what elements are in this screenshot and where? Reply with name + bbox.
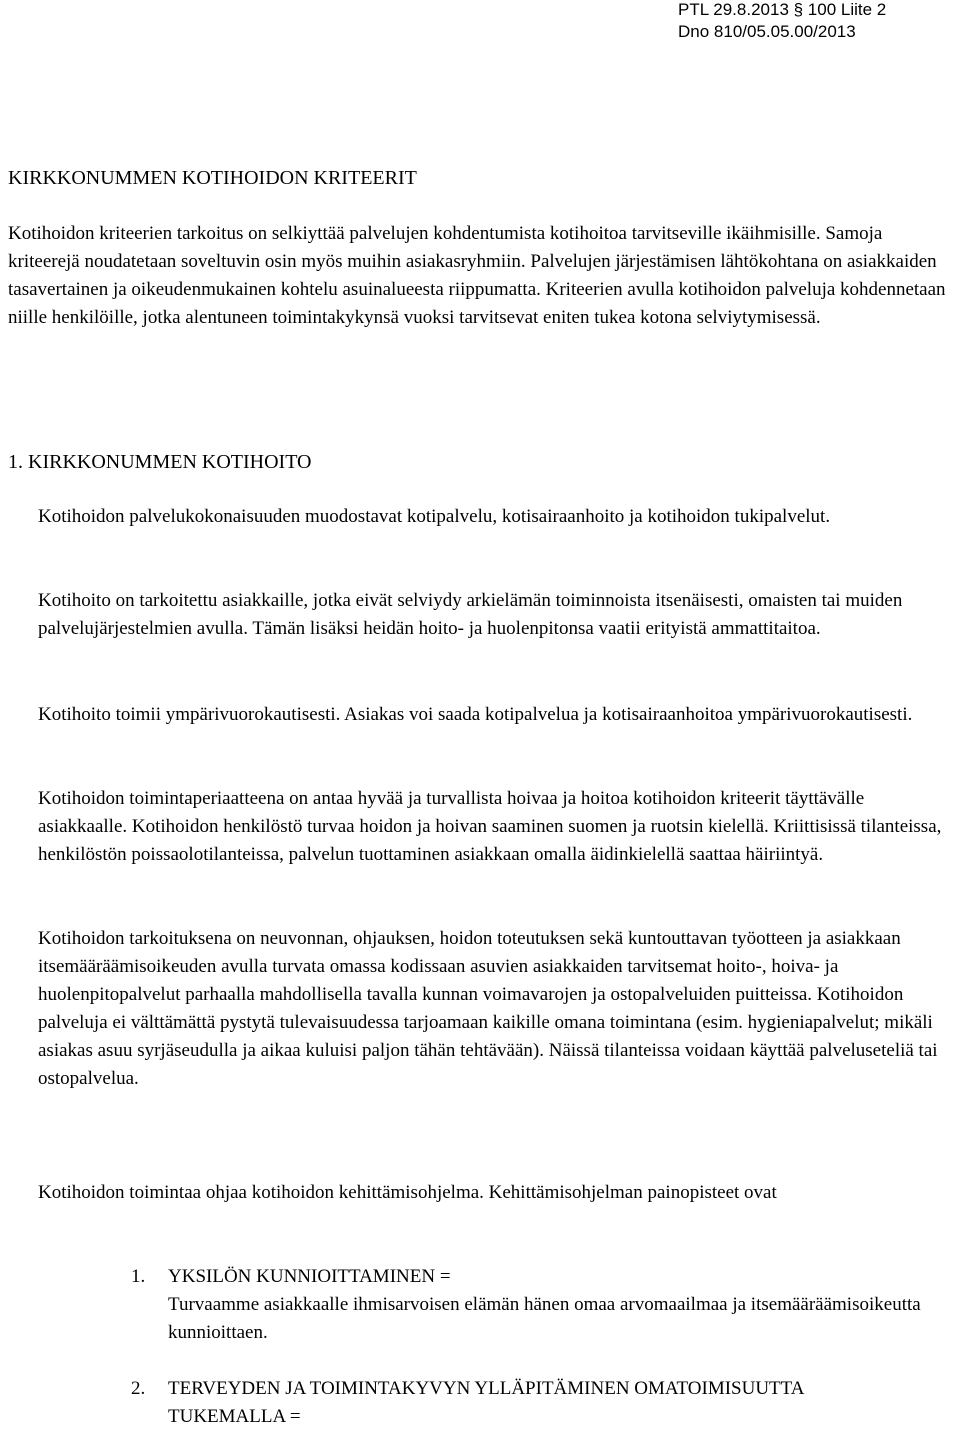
section-heading-1: 1. KIRKKONUMMEN KOTIHOITO (8, 451, 312, 473)
section1-paragraph-3: Kotihoito toimii ympärivuorokautisesti. Asiakas voi saada kotipalvelua ja kotisairaanhoitoa ympärivuorokautisesti. (38, 704, 913, 725)
document-title: KIRKKONUMMEN KOTIHOIDON KRITEERIT (8, 167, 417, 189)
focus-list-item-2 (131, 1375, 921, 1431)
section1-paragraph-5: Kotihoidon tarkoituksena on neuvonnan, ohjauksen, hoidon toteutuksen sekä kuntouttavan työotteen ja asiakkaan itsemääräämisoikeuden avulla turvata omassa kodissaan asuvien asiakkaiden tarvitsemat hoito-, hoiva- ja huolenpitopalvelut parhaalla mahdollisella tavalla kunnan voimavarojen ja ostopalveluiden puitteissa. Kotihoidon palveluja ei välttämättä pystytä tulevaisuudessa tarjoamaan kaikille omana toimintana (esim. hygieniapalvelut; mikäli asiakas asuu syrjäseudulla ja aikaa kuluisi paljon tähän tehtävään). Näissä tilanteissa voidaan käyttää palveluseteliä tai ostopalvelua. (38, 928, 938, 1089)
header-record-number: Dno 810/05.05.00/2013 (678, 22, 856, 41)
focus-item-heading: YKSILÖN KUNNIOITTAMINEN = (168, 1266, 451, 1287)
section1-paragraph-6: Kotihoidon toimintaa ohjaa kotihoidon kehittämisohjelma. Kehittämisohjelman painopisteet ovat (38, 1182, 777, 1203)
section1-paragraph-2: Kotihoito on tarkoitettu asiakkaille, jotka eivät selviydy arkielämän toiminnoista itsenäisesti, omaisten tai muiden palvelujärjestelmien avulla. Tämän lisäksi heidän hoito- ja huolenpitonsa vaatii erityistä ammattitaitoa. (38, 590, 903, 639)
focus-item-body: Turvaamme asiakkaalle ihmisarvoisen elämän hänen omaa arvomaailmaa ja itsemääräämisoikeutta kunnioittaen. (168, 1294, 921, 1343)
section1-paragraph-4: Kotihoidon toimintaperiaatteena on antaa hyvää ja turvallista hoivaa ja hoitoa kotihoidon kriteerit täyttävälle asiakkaalle. Kotihoidon henkilöstö turvaa hoidon ja hoivan saaminen suomen ja ruotsin kielellä. Kriittisissä tilanteissa, henkilöstön poissaolotilanteissa, palvelun tuottaminen asiakkaan omalla äidinkielellä saattaa häiriintyä. (38, 788, 942, 865)
header-meeting-ref: PTL 29.8.2013 § 100 Liite 2 (678, 0, 887, 19)
list-number: 1. (131, 1266, 146, 1287)
list-number: 2. (131, 1378, 146, 1399)
focus-list-item-1 (131, 1263, 921, 1347)
intro-paragraph: Kotihoidon kriteerien tarkoitus on selkiyttää palvelujen kohdentumista kotihoitoa tarvitseville ikäihmisille. Samoja kriteerejä noudatetaan soveltuvin osin myös muihin asiakasryhmiin. Palvelujen järjestämisen lähtökohtana on asiakkaiden tasavertainen ja oikeudenmukainen kohtelu asuinalueesta riippumatta. Kriteerien avulla kotihoidon palveluja kohdennetaan niille henkilöille, jotka alentuneen toimintakykynsä vuoksi tarvitsevat eniten tukea kotona selviytymisessä. (8, 223, 946, 328)
section1-paragraph-1: Kotihoidon palvelukokonaisuuden muodostavat kotipalvelu, kotisairaanhoito ja kotihoidon tukipalvelut. (38, 506, 831, 527)
focus-item-heading: TERVEYDEN JA TOIMINTAKYVYN YLLÄPITÄMINEN OMATOIMISUUTTA TUKEMALLA = (168, 1378, 804, 1427)
